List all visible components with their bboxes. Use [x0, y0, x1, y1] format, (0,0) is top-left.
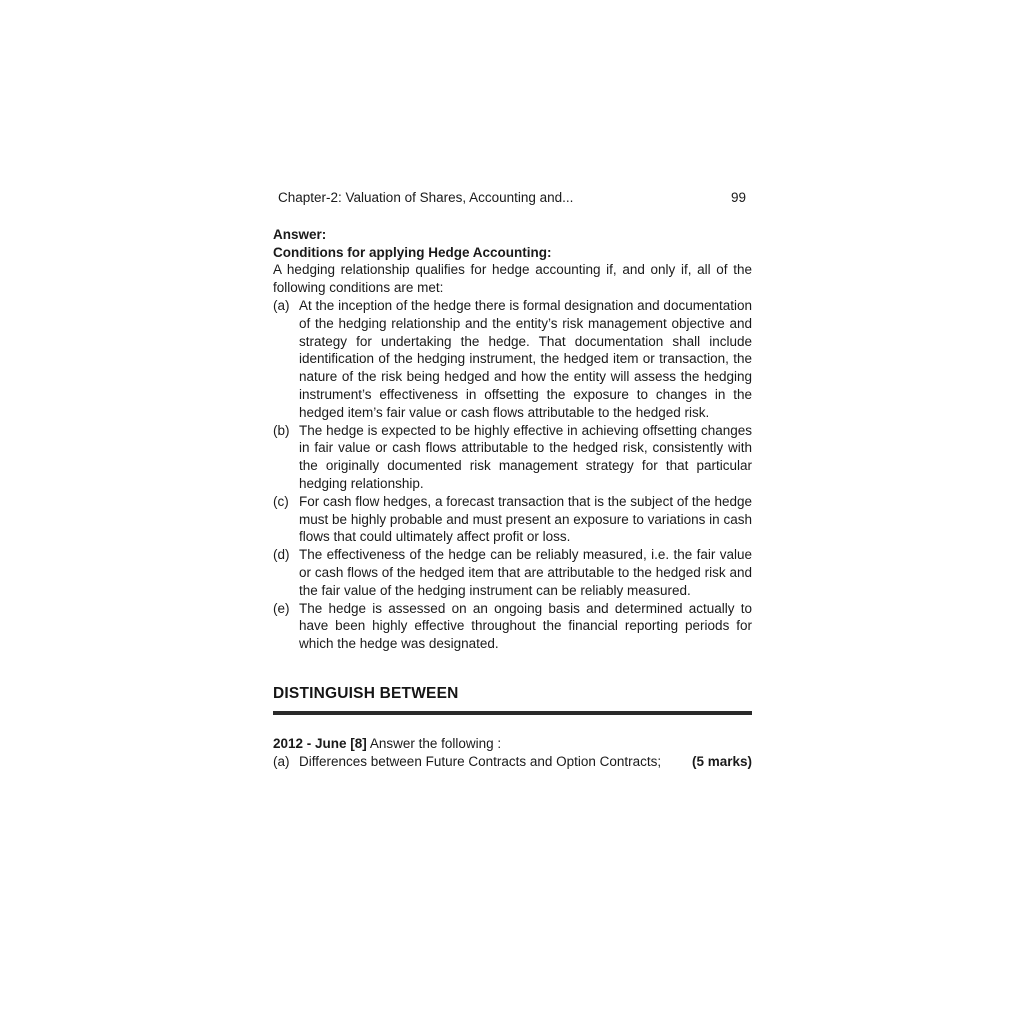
- conditions-heading: Conditions for applying Hedge Accounting:: [273, 244, 552, 260]
- question-line: [273, 735, 752, 753]
- item-marker: (e): [273, 600, 290, 616]
- question-block: [273, 735, 752, 771]
- item-marker: (b): [273, 422, 290, 438]
- item-text: The effectiveness of the hedge can be reliably measured, i.e. the fair value or cash flows of the hedged item that are attributable to the hedged risk and the fair value of the hedging instrument can be reliably measured.: [299, 547, 752, 598]
- running-header-title: Chapter-2: Valuation of Shares, Accounting and...: [278, 190, 574, 205]
- answer-label: Answer:: [273, 226, 327, 242]
- conditions-list: [273, 297, 752, 653]
- item-marker: (a): [273, 297, 290, 313]
- item-text: The hedge is assessed on an ongoing basis and determined actually to have been highly effective throughout the financial reporting periods for which the hedge was designated.: [299, 600, 752, 652]
- item-text: Differences between Future Contracts and Option Contracts;: [299, 753, 662, 769]
- question-citation: 2012 - June [8]: [273, 735, 367, 751]
- condition-item-d: [273, 546, 752, 599]
- page-number: 99: [730, 190, 746, 205]
- condition-item-c: [273, 493, 752, 546]
- item-marker: (a): [273, 753, 290, 769]
- distinguish-between-heading: DISTINGUISH BETWEEN: [273, 684, 459, 702]
- page-content: [273, 189, 752, 770]
- double-rule-divider: [273, 711, 752, 715]
- condition-item-a: [273, 297, 752, 422]
- item-marker: (c): [273, 493, 289, 509]
- question-item-a: [273, 753, 752, 771]
- marks-label: (5 marks): [691, 753, 752, 769]
- intro-paragraph: A hedging relationship qualifies for hedge accounting if, and only if, all of the following conditions are met:: [273, 262, 752, 296]
- condition-item-e: [273, 600, 752, 653]
- item-text: The hedge is expected to be highly effective in achieving offsetting changes in fair value or cash flows attributable to the hedged risk, consistently with the originally documented risk management strategy for that particular hedging relationship.: [299, 422, 752, 491]
- item-text: For cash flow hedges, a forecast transaction that is the subject of the hedge must be highly probable and must present an exposure to variations in cash flows that could ultimately affect profit or loss.: [299, 493, 752, 545]
- item-text: At the inception of the hedge there is formal designation and documentation of the hedging relationship and the entity’s risk management objective and strategy for undertaking the hedge. That documentation shall include identification of the hedging instrument, the hedged item or transaction, the nature of the risk being hedged and how the entity will assess the hedging instrument’s effectiveness in offsetting the exposure to changes in the hedged item’s fair value or cash flows attributable to the hedged risk.: [299, 297, 752, 420]
- item-marker: (d): [273, 547, 290, 563]
- condition-item-b: [273, 422, 752, 493]
- page-header: [273, 189, 752, 207]
- question-prompt: Answer the following :: [369, 735, 502, 751]
